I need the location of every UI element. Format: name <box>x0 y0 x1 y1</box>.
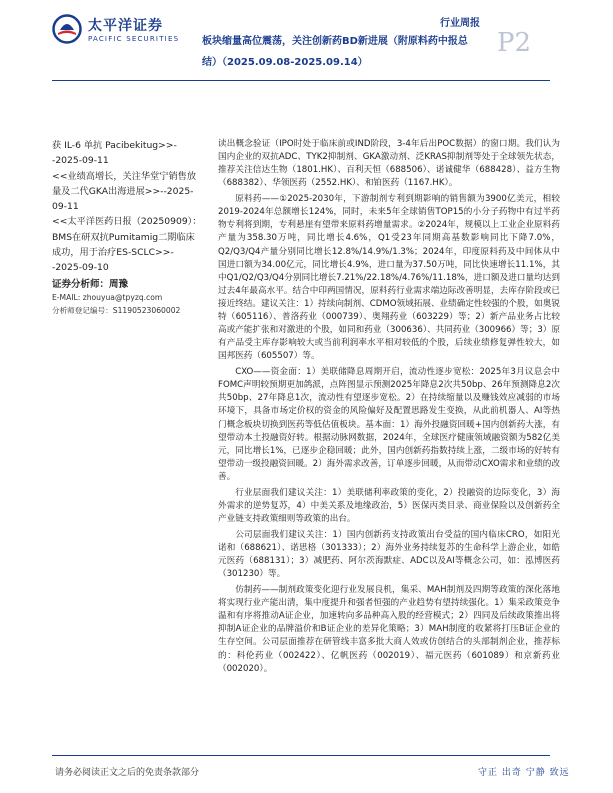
analyst-email: E-MAIL: zhouyua@tpyzq.com <box>52 293 163 302</box>
brand-name-en: PACIFIC SECURITIES <box>88 35 180 43</box>
page-number: P2 <box>497 28 532 58</box>
report-title: 板块缩量高位震荡，关注创新药BD新进展（附原料药中报总结）（2025.09.08-2025.09.14） <box>202 36 468 68</box>
body-paragraph: 行业层面我们建议关注：1）美联储利率政策的变化，2）投融资的边际变化，3）海外需求的逆势复苏，4）中美关系及地缘政治，5）医保丙类目录、商业保险以及创新药全产业链支持政策细则等政策的出台。 <box>218 487 560 525</box>
footer-divider <box>52 755 550 756</box>
related-report-item: <<业绩高增长，关注华堂宁销售放量及二代GKA出海进展>>--2025-09-11 <box>52 170 197 213</box>
pacific-securities-logo-icon <box>52 14 82 44</box>
body-paragraph: 原料药——①2025-2030年，下游制剂专利到期影响的销售额为3900亿美元，相较2019-2024年总额增长124%，同时，未来5年全球销售TOP15的小分子药物中有过半药物专利将到期，专利悬崖有望带来原料药增量需求。②2024年，规模以上工业企业原料药产量为358.30万吨，同比增长4.6%，Q1受23年同期高基数影响同比下降7.0%，Q2/Q3/Q4产量分别同比增长12.8%/14.9%/1.3%；2024年，印度原料药及中间体从中国进口额为34.00亿元，同比增长4.9%，进口量为37.50万吨，同比快速增长11.1%，其中Q1/Q2/Q3/Q4分别同比增长7.21%/22.18%/4.76%/11.18%，进口额及进口量均达到过去4年最高水平。结合中印两国情况，原料药行业需求端边际改善明显，去库存阶段或已接近终结。建议关注：1）持续向制剂、CDMO领域拓展、业绩确定性较强的个股，如奥锐特（605116）、普洛药业（000739）、奥翔药业（603229）等；2）新产品业务占比较高或产能扩张和对激进的个股，如同和药业（300636）、共同药业（300966）等；3）原有产品受主库存影响较大或当前利润率水平相对较低的个股，后续业绩修复弹性较大，如国邦医药（605507）等。 <box>218 194 560 362</box>
report-body <box>218 138 560 679</box>
brand-name-cn: 太平洋证券 <box>88 18 163 34</box>
body-paragraph: CXO——资金面：1）美联储降息周期开启，流动性逐步宽松：2025年3月议息会中FOMC声明较预期更加鸽派，点阵图显示预测2025年降息2次共50bp、26年预测降息2次共50bp、27年降息1次，流动性有望逐步宽松。2）在持续缩量以及赚钱效应减弱的市场环境下，具备市场定价权的资金的风险偏好及配置思路发生变换，从此前机器人、AI等热门概念板块切换到医药等低估值板块。基本面：1）海外投融资回暖+国内创新药大涨，有望带动本土投融资好转。根据动脉网数据，2024年，全球医疗健康领域融资额为582亿美元，同比增长1%，已逐步企稳回暖；此外，国内创新药指数持续上涨，二级市场的好转有望带动一级投融资回暖。2）海外需求改善，订单逐步回暖，从而带动CXO需求和业绩的改善。 <box>218 367 560 482</box>
analyst-name: 证券分析师：周豫 <box>52 279 129 290</box>
analyst-cert-number: 分析师登记编号：S1190523060002 <box>52 306 181 315</box>
company-slogan: 守正 出奇 宁静 致远 <box>478 768 570 778</box>
body-paragraph: 读出概念验证（IPO时处于临床前或IND阶段，3-4年后出POC数据）的窗口期。我们认为国内企业的双抗ADC、TYK2抑制剂、GKA激动剂、泛KRAS抑制剂等处于全球领先状态，推荐关注信达生物（1801.HK）、百利天恒（688506）、诺诚健华（688428）、益方生物（688382）、华领医药（2552.HK）、和铂医药（1167.HK）。 <box>218 139 560 189</box>
related-report-item: <<太平洋医药日报（20250909）：BMS在研双抗Pumitamig二期临床成功，用于治疗ES-SCLC>>--2025-09-10 <box>52 216 202 274</box>
related-report-item: 获 IL-6 单抗 Pacibekitug>>--2025-09-11 <box>52 140 177 167</box>
related-reports <box>52 138 202 276</box>
body-paragraph: 仿制药——制剂政策变化迎行业发展良机，集采、MAH制剂及四期等政策的深化落地将实现行业产能出清，集中度提升和强者恒强的产业趋势有望持续强化。1）集采政策竞争温和有序将推动A证企业，加速转向多品种高入股的经营模式；2）四同及后续政策推出将抑制A证企业的品牌溢价和B证企业的差异化策略；3）MAH制度的收紧将打压B证企业的生存空间。公司层面推荐在研管线丰富多批大商人效或仿创结合的头部制剂企业，推荐标的：科伦药业（002422）、亿帆医药（002019）、福元医药（601089）和京新药业（002020）。 <box>218 585 560 674</box>
brand-logo <box>52 14 192 54</box>
report-type: 行业周报 <box>440 18 480 29</box>
header-divider <box>52 80 550 81</box>
disclaimer-text: 请务必阅读正文之后的免责条款部分 <box>55 768 200 778</box>
body-paragraph: 公司层面我们建议关注：1）国内创新药支持政策出台受益的国内临床CRO，如阳光诺和（688621）、诺思格（301333）；2）海外业务持续复苏的生命科学上游企业，如皓元医药（688131）；3）减肥药、阿尔茨海默症、ADC以及AI等概念公司，如：泓博医药（301230）等。 <box>218 529 560 580</box>
